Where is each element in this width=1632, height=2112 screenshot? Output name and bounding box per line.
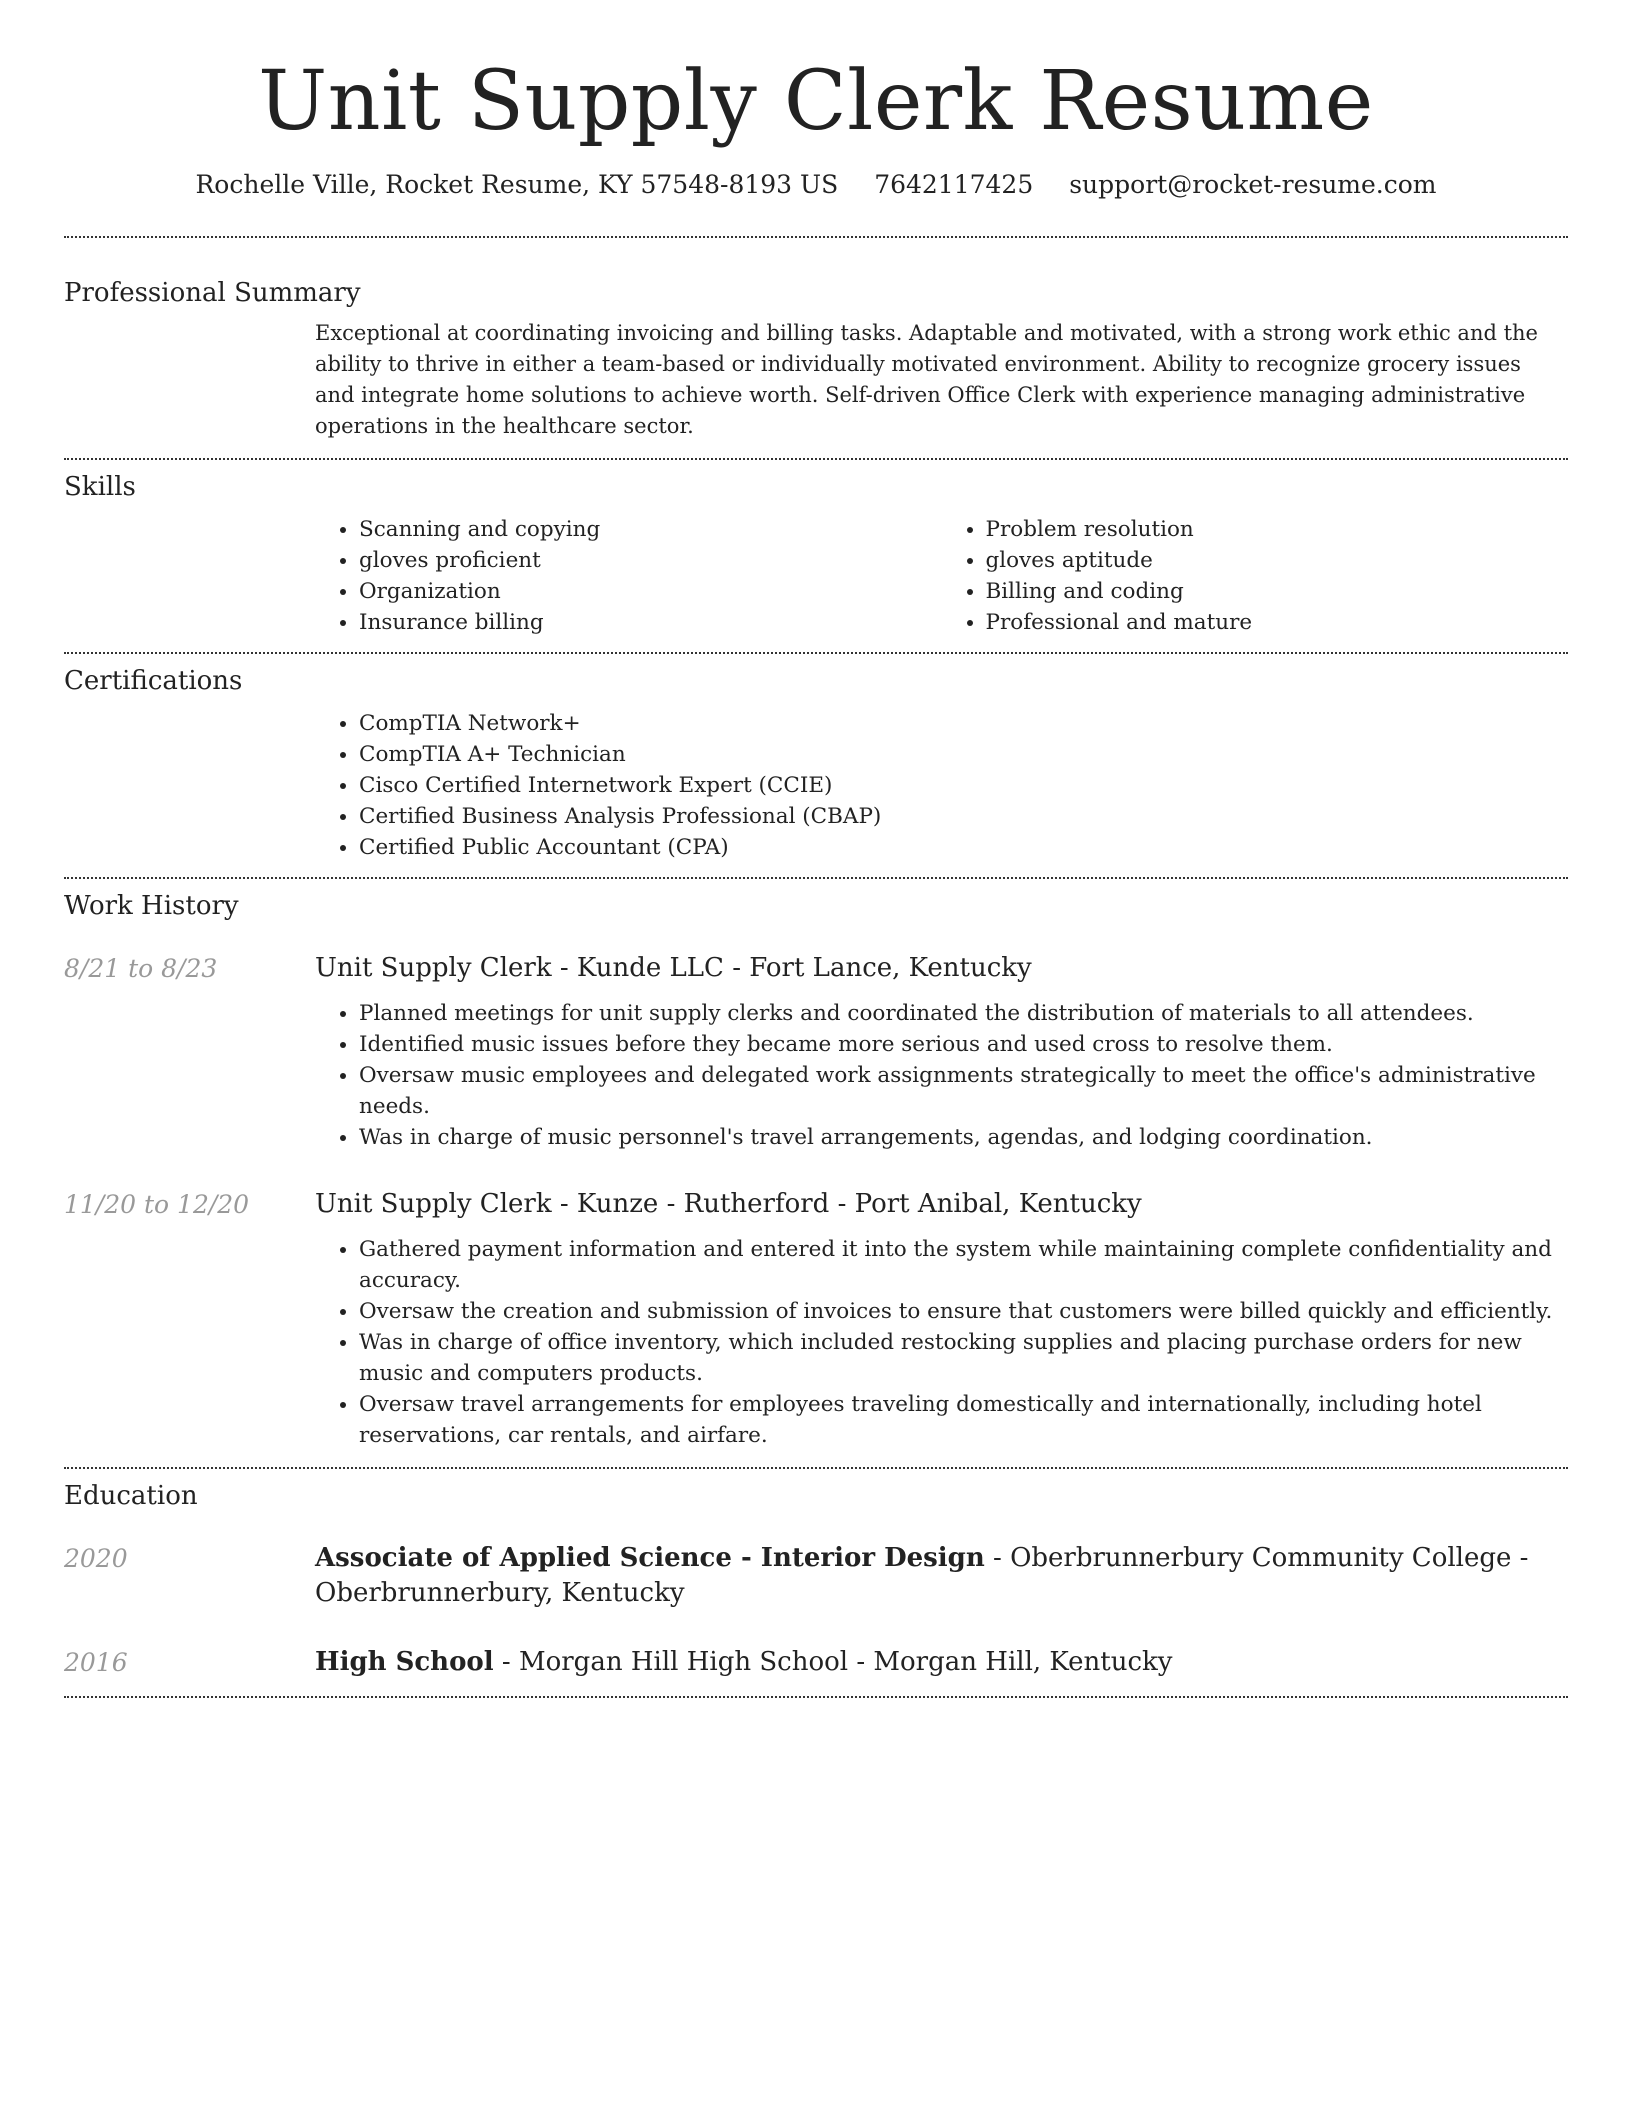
education-entry: [64, 1541, 1568, 1611]
education-section: [64, 1469, 1568, 1680]
skill-item: • gloves proficient: [359, 545, 942, 576]
education-details: [315, 1541, 1568, 1611]
job-dates: 11/20 to 12/20: [64, 1190, 250, 1219]
job-bullet: • Planned meetings for unit supply clerks and coordinated the distribution of materials to all attendees.: [359, 998, 1568, 1029]
job-bullet: • Oversaw the creation and submission of invoices to ensure that customers were billed quickly and efficiently.: [359, 1296, 1568, 1327]
skill-item: • Billing and coding: [986, 576, 1569, 607]
skills-column-left: [315, 514, 942, 638]
summary-text: Exceptional at coordinating invoicing and billing tasks. Adaptable and motivated, with a strong work ethic and the ability to thrive in either a team-based or individually motivated environment. Ability to recognize grocery issues and integrate home solutions to achieve worth. Self-driven Office Clerk with experience managing administrative operations in the healthcare sector.: [315, 321, 1538, 438]
contact-address: Rochelle Ville, Rocket Resume, KY 57548-8193 US: [195, 170, 839, 199]
contact-email: support@rocket-resume.com: [1069, 170, 1437, 199]
certification-item: • Certified Business Analysis Professional (CBAP): [359, 801, 1568, 832]
contact-line: [64, 168, 1568, 202]
education-degree: Associate of Applied Science - Interior Design: [315, 1543, 985, 1573]
skill-item: • Professional and mature: [986, 607, 1569, 638]
certifications-list: [315, 708, 1568, 863]
education-school: - Oberbrunnerbury Community College - Oberbrunnerbury, Kentucky: [315, 1543, 1529, 1608]
certifications-heading: Certifications: [64, 666, 243, 696]
skills-section: [64, 460, 1568, 638]
skill-item: • Scanning and copying: [359, 514, 942, 545]
job-bullet: • Was in charge of office inventory, which included restocking supplies and placing purchase orders for new music and computers products.: [359, 1327, 1568, 1389]
job-bullets: [315, 998, 1568, 1153]
skill-item: • Organization: [359, 576, 942, 607]
job-dates: 8/21 to 8/23: [64, 954, 218, 983]
work-history-section: [64, 879, 1568, 1451]
resume-page: [64, 0, 1568, 1698]
section-divider: [64, 1696, 1568, 1698]
job-bullet: • Oversaw music employees and delegated work assignments strategically to meet the office's administrative needs.: [359, 1060, 1568, 1122]
job-bullet: • Gathered payment information and entered it into the system while maintaining complete confidentiality and accuracy.: [359, 1234, 1568, 1296]
education-year: 2020: [64, 1544, 128, 1573]
education-entry: [64, 1645, 1568, 1680]
job-title: Unit Supply Clerk - Kunze - Rutherford - Port Anibal, Kentucky: [315, 1189, 1142, 1219]
page-title: Unit Supply Clerk Resume: [258, 54, 1374, 149]
certification-item: • CompTIA Network+: [359, 708, 1568, 739]
job-body: [315, 1187, 1568, 1451]
work-history-heading: Work History: [64, 891, 239, 921]
job-body: [315, 951, 1568, 1153]
certification-item: • CompTIA A+ Technician: [359, 739, 1568, 770]
education-details: [315, 1645, 1568, 1680]
certification-item: • Certified Public Accountant (CPA): [359, 832, 1568, 863]
job-entry: [64, 951, 1568, 1153]
summary-heading: Professional Summary: [64, 278, 361, 308]
job-title: Unit Supply Clerk - Kunde LLC - Fort Lance, Kentucky: [315, 953, 1032, 983]
certifications-section: [64, 654, 1568, 863]
education-year: 2016: [64, 1648, 128, 1677]
job-bullet: • Identified music issues before they became more serious and used cross to resolve them.: [359, 1029, 1568, 1060]
skills-heading: Skills: [64, 472, 136, 502]
job-bullet: • Oversaw travel arrangements for employees traveling domestically and internationally, including hotel reservations, car rentals, and airfare.: [359, 1389, 1568, 1451]
certifications-list-wrap: [315, 708, 1568, 863]
job-bullets: [315, 1234, 1568, 1451]
skills-grid: [315, 514, 1568, 638]
certification-item: • Cisco Certified Internetwork Expert (CCIE): [359, 770, 1568, 801]
education-heading: Education: [64, 1481, 198, 1511]
contact-phone: 7642117425: [874, 170, 1034, 199]
skill-item: • Insurance billing: [359, 607, 942, 638]
skill-item: • Problem resolution: [986, 514, 1569, 545]
skill-item: • gloves aptitude: [986, 545, 1569, 576]
education-school: - Morgan Hill High School - Morgan Hill, Kentucky: [493, 1647, 1173, 1677]
education-degree: High School: [315, 1647, 494, 1677]
summary-section: [64, 238, 1568, 442]
skills-column-right: [942, 514, 1569, 638]
job-entry: [64, 1187, 1568, 1451]
job-bullet: • Was in charge of music personnel's travel arrangements, agendas, and lodging coordination.: [359, 1122, 1568, 1153]
